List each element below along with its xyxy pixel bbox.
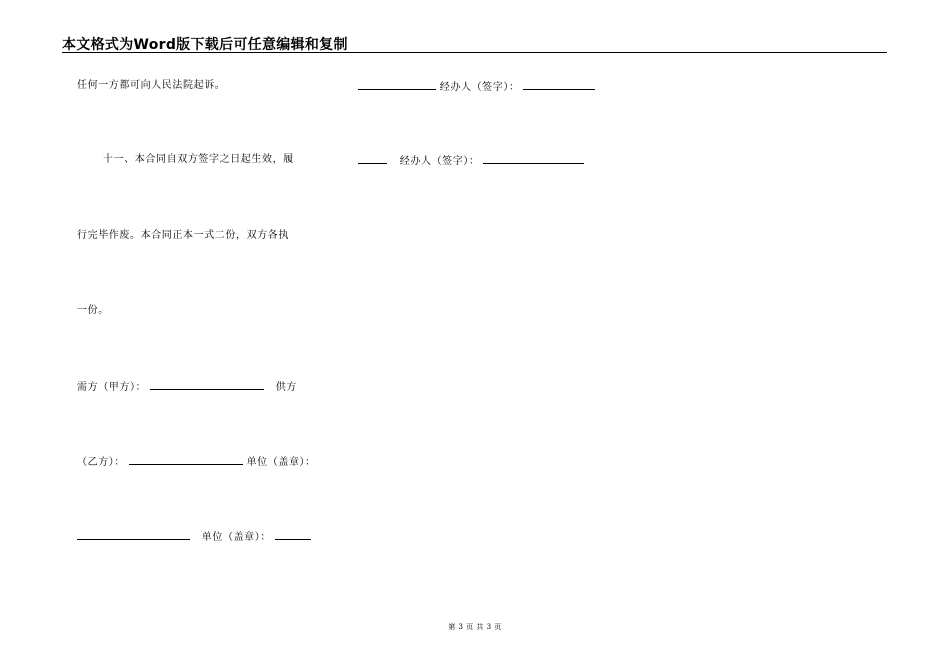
- buyer-unit-blank[interactable]: [77, 529, 190, 540]
- supplier-agent-line: [358, 153, 584, 169]
- clause-eleven-continued-line: [77, 229, 289, 243]
- copies-line: [77, 304, 109, 318]
- supplier-agent-label: 经办人（签字）：: [399, 156, 480, 167]
- copies-text: 一份。: [77, 305, 109, 316]
- unit-seal-line: [77, 529, 311, 545]
- supplier-agent-prefix-blank[interactable]: [358, 153, 387, 164]
- buyer-agent-line: [358, 79, 595, 95]
- clause-eleven-line: [103, 153, 294, 167]
- buyer-name-blank[interactable]: [150, 379, 264, 390]
- supplier-unit-seal-label: 单位（盖章）：: [201, 532, 271, 543]
- supplier-signature-line: [77, 454, 316, 470]
- buyer-label: 需方（甲方）：: [77, 382, 147, 393]
- lawsuit-clause-line: [77, 79, 225, 93]
- supplier-agent-blank[interactable]: [483, 153, 584, 164]
- supplier-name-blank[interactable]: [129, 454, 243, 465]
- supplier-label-start: 供方: [275, 382, 297, 393]
- page-footer: 第 3 页 共 3 页: [448, 623, 502, 631]
- header-rule: [62, 52, 887, 53]
- clause-eleven-text: 十一、本合同自双方签字之日起生效，履: [103, 154, 294, 165]
- buyer-unit-seal-label: 单位（盖章）：: [246, 457, 316, 468]
- buyer-agent-label: 经办人（签字）：: [439, 82, 520, 93]
- supplier-unit-blank[interactable]: [275, 529, 311, 540]
- buyer-signature-line: [77, 379, 297, 395]
- header-title: 本文格式为Word版下载后可任意编辑和复制: [62, 37, 348, 53]
- buyer-agent-blank[interactable]: [523, 79, 595, 90]
- buyer-agent-prefix-blank[interactable]: [358, 79, 436, 90]
- lawsuit-clause-text: 任何一方都可向人民法院起诉。: [77, 80, 226, 91]
- supplier-label: （乙方）：: [77, 457, 125, 468]
- clause-eleven-continued-text: 行完毕作废。本合同正本一式二份，双方各执: [77, 230, 289, 241]
